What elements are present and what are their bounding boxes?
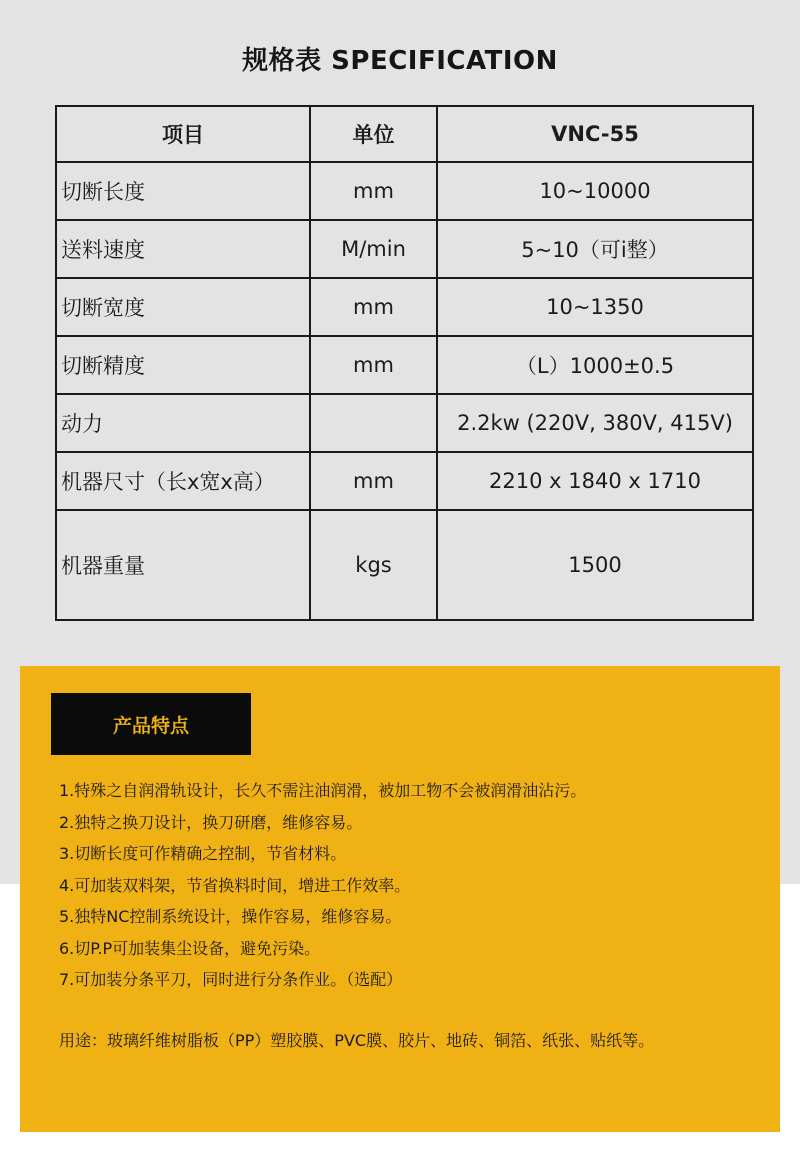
spec-title: 规格表 SPECIFICATION	[242, 46, 558, 76]
list-item: 2.独特之换刀设计，换刀研磨，维修容易。	[59, 812, 363, 832]
spec-header-row	[56, 106, 753, 162]
table-row	[56, 510, 753, 620]
spec-unit: M/min	[310, 220, 437, 278]
spec-unit: mm	[310, 278, 437, 336]
list-item: 3.切断长度可作精确之控制，节省材料。	[59, 844, 347, 863]
spec-value: 2210 x 1840 x 1710	[437, 452, 753, 510]
usage-text: 用途：玻璃纤维树脂板（PP）塑胶膜、PVC膜、胶片、地砖、铜箔、纸张、贴纸等。	[59, 1031, 655, 1050]
table-row	[56, 394, 753, 452]
header-unit: 单位	[310, 106, 437, 162]
table-row	[56, 452, 753, 510]
spec-table	[55, 105, 754, 621]
header-item: 项目	[56, 106, 310, 162]
features-tab	[51, 693, 251, 755]
spec-item: 机器重量	[56, 510, 310, 620]
spec-unit: kgs	[310, 510, 437, 620]
spec-unit: mm	[310, 336, 437, 394]
table-row	[56, 336, 753, 394]
spec-item: 机器尺寸（长x宽x高）	[56, 452, 310, 510]
list-item: 4.可加装双料架，节省换料时间，增进工作效率。	[59, 875, 411, 895]
table-row	[56, 278, 753, 336]
spec-item: 切断精度	[56, 336, 310, 394]
features-tab-label: 产品特点	[112, 714, 189, 737]
spec-item: 切断长度	[56, 162, 310, 220]
list-item: 6.切P.P可加装集尘设备，避免污染。	[59, 938, 321, 958]
spec-value: 5~10（可i整）	[437, 220, 753, 278]
header-model: VNC-55	[437, 106, 753, 162]
spec-item: 送料速度	[56, 220, 310, 278]
spec-value: （L）1000±0.5	[437, 336, 753, 394]
features-list	[59, 775, 759, 996]
spec-value: 10~10000	[437, 162, 753, 220]
table-row	[56, 220, 753, 278]
spec-unit: mm	[310, 162, 437, 220]
spec-value: 2.2kw (220V, 380V, 415V)	[437, 394, 753, 452]
list-item: 5.独特NC控制系统设计，操作容易，维修容易。	[59, 907, 402, 926]
spec-item: 动力	[56, 394, 310, 452]
table-row	[56, 162, 753, 220]
list-item: 1.特殊之自润滑轨设计，长久不需注油润滑，被加工物不会被润滑油沾污。	[59, 781, 587, 800]
spec-value: 1500	[437, 510, 753, 620]
spec-value: 10~1350	[437, 278, 753, 336]
spec-unit	[310, 394, 437, 452]
spec-item: 切断宽度	[56, 278, 310, 336]
spec-unit: mm	[310, 452, 437, 510]
list-item: 7.可加装分条平刀，同时进行分条作业。（选配）	[59, 970, 403, 989]
